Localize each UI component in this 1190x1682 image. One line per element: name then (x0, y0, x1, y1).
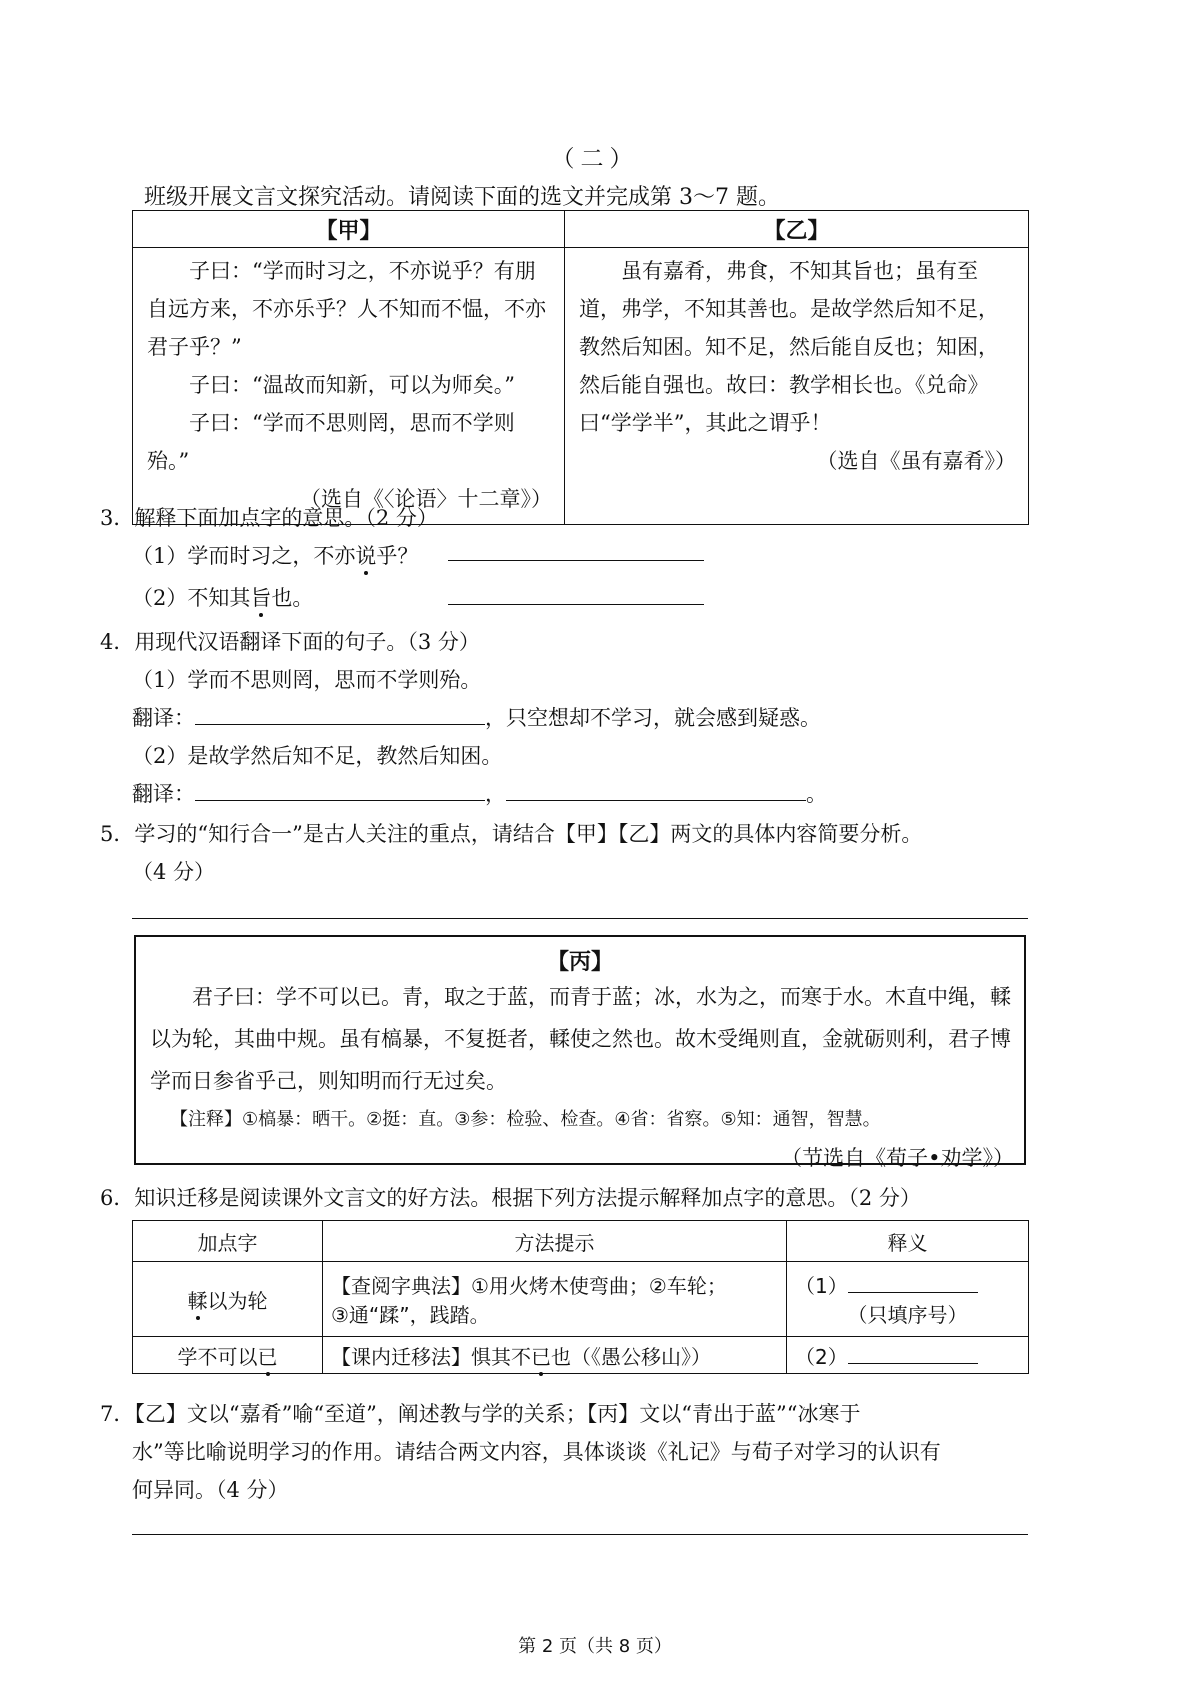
q3-item2-dotted-char: 旨 (250, 586, 272, 610)
hint-line: ③通“蹂”，践踏。 (331, 1303, 490, 1327)
q6-row1-answer (787, 1262, 1029, 1337)
q6-header-hint: 方法提示 (323, 1221, 787, 1262)
answer-label: （2） (795, 1344, 848, 1369)
q4-answer-blank-2[interactable] (195, 778, 485, 801)
hint-line: 【查阅字典法】①用火烤木使弯曲；②车轮； (331, 1274, 727, 1298)
passage-jia-line: 子曰：“温故而知新，可以为师矣。” (189, 373, 515, 397)
passage-yi-text: 虽有嘉肴，弗食，不知其旨也；虽有至道，弗学，不知其善也。是故学然后知不足，教然后知困。知不足，然后能自反也；知困，然后能自强也。故曰：教学相长也。《兑命》曰“学学半”，其此之谓乎！ (579, 259, 999, 435)
passage-bing-notes: 【注释】①槁暴：晒干。②挺：直。③参：检验、检查。④省：省察。⑤知：通智，智慧。 (170, 1109, 881, 1130)
q6-row (133, 1262, 1029, 1337)
q3-answer-line-1[interactable] (448, 560, 704, 561)
q4-item1: （1）学而不思则罔，思而不学则殆。 (132, 668, 482, 692)
hint-post: 也（《愚公移山》） (551, 1344, 711, 1369)
q7-answer-line[interactable] (132, 1534, 1028, 1535)
q4-answer-blank-1[interactable] (195, 702, 485, 725)
q6-row2-answer (787, 1337, 1029, 1374)
q3-item2-pre: （2）不知其 (132, 586, 251, 610)
q6-header-word: 加点字 (133, 1221, 323, 1262)
passage-yi-source: （选自《虽有嘉肴》） (816, 449, 1016, 473)
q4-item2: （2）是故学然后知不足，教然后知困。 (132, 744, 503, 768)
passage-bing-box (134, 935, 1026, 1170)
passage-yi (565, 248, 1029, 525)
q6-table (132, 1220, 1029, 1374)
q4-stem: 4．用现代汉语翻译下面的句子。（3 分） (100, 630, 480, 654)
q4-answer-blank-3[interactable] (506, 778, 806, 801)
q6-stem: 6．知识迁移是阅读课外文言文的好方法。根据下列方法提示解释加点字的意思。（2 分） (100, 1186, 921, 1210)
hint-pre: 【课内迁移法】惧其不 (331, 1344, 531, 1369)
q6-header-meaning: 释义 (787, 1221, 1029, 1262)
q5-score: （4 分） (132, 860, 216, 884)
q7-line: 何异同。（4 分） (132, 1478, 289, 1502)
dotted-char: 已 (531, 1344, 551, 1369)
section-intro: 班级开展文言文探究活动。请阅读下面的选文并完成第 3～7 题。 (144, 185, 780, 210)
translation-label: 翻译： (132, 706, 195, 730)
q6-row1-hint (323, 1262, 787, 1337)
q3-item2-post: 也。 (271, 586, 314, 610)
q7-line: 7．【乙】文以“嘉肴”喻“至道”，阐述教与学的关系；【丙】文以“青出于蓝”“冰寒于 (100, 1402, 861, 1426)
word-pre: 学不可以 (177, 1344, 258, 1369)
passage-jia-heading: 【甲】 (133, 211, 565, 248)
word-rest: 以为轮 (207, 1288, 268, 1313)
passage-jia-line: 子曰：“学而时习之，不亦说乎？有朋自远方来，不亦乐乎？人不知而不愠，不亦君子乎？” (147, 259, 546, 359)
q3-item1-dotted-char: 说 (355, 544, 377, 568)
passage-jia (133, 248, 565, 525)
q6-row1-word (133, 1262, 323, 1337)
passage-bing-source: （节选自《荀子•劝学》） (781, 1146, 1014, 1170)
passage-bing-paragraph: 君子曰：学不可以已。青，取之于蓝，而青于蓝；冰，水为之，而寒于水。木直中绳，輮以为轮，其曲中规。虽有槁暴，不复挺者，輮使之然也。故木受绳则直，金就砺则利，君子博学而日参省乎己，则知明而行无过矣。 (150, 985, 1011, 1093)
dotted-char: 已 (257, 1344, 278, 1369)
q3-stem: 3．解释下面加点字的意思。（2 分） (100, 506, 438, 530)
section-title: （二） (551, 146, 639, 172)
passage-yi-heading: 【乙】 (565, 211, 1029, 248)
passage-bing-text (136, 976, 1024, 1102)
answer-note: （只填序号） (847, 1303, 968, 1327)
comma: ， (485, 782, 506, 806)
q6-row (133, 1337, 1029, 1374)
q6-row2-hint (323, 1337, 787, 1374)
q6-row2-word (133, 1337, 323, 1374)
q3-item1-pre: （1）学而时习之，不亦 (132, 544, 356, 568)
q3-item2 (132, 582, 313, 612)
q5-stem: 5．学习的“知行合一”是古人关注的重点，请结合【甲】【乙】两文的具体内容简要分析。 (100, 822, 923, 846)
q3-item1 (132, 540, 418, 570)
q6-answer-blank-2[interactable] (848, 1341, 978, 1364)
period: 。 (806, 782, 827, 806)
translation-label: 翻译： (132, 782, 195, 806)
dotted-char: 輮 (187, 1288, 208, 1313)
q3-item1-post: 乎？ (376, 544, 419, 568)
q6-answer-blank-1[interactable] (848, 1270, 978, 1293)
q4-item2-translation (132, 778, 827, 808)
q7-line: 水”等比喻说明学习的作用。请结合两文内容，具体谈谈《礼记》与荀子对学习的认识有 (132, 1440, 941, 1464)
passage-jia-source: （选自《〈论语〉十二章》） (300, 487, 552, 511)
q5-answer-line[interactable] (132, 918, 1028, 919)
page-footer: 第 2 页（共 8 页） (518, 1636, 672, 1657)
q4-item1-suffix: ，只空想却不学习，就会感到疑惑。 (485, 706, 821, 730)
q3-answer-line-2[interactable] (448, 604, 704, 605)
passages-table (132, 210, 1029, 525)
passage-bing-heading: 【丙】 (546, 949, 613, 975)
passage-jia-line: 子曰：“学而不思则罔，思而不学则殆。” (147, 411, 515, 473)
answer-label: （1） (795, 1274, 848, 1298)
q4-item1-translation (132, 702, 821, 732)
